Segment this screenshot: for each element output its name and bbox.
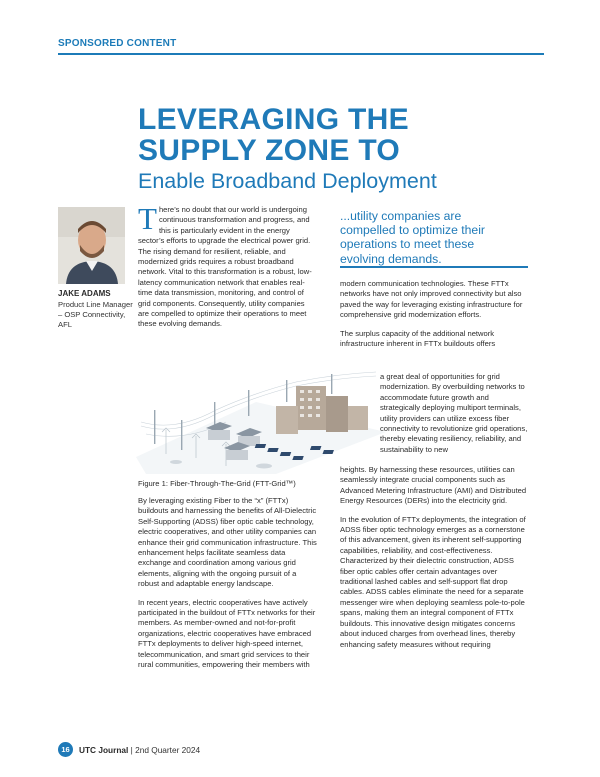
paragraph: modern communication technologies. These FTTx networks have not only improved connectivity but also paved the way for leveraging existing infrastructure for comprehensive grid modernization efforts. — [340, 279, 523, 320]
paragraph: The surplus capacity of the additional network infrastructure inherent in FTTx buildouts offers — [340, 328, 496, 349]
journal-name: UTC Journal — [79, 744, 129, 755]
author-role: Product Line Manager – OSP Connectivity, AFL — [58, 300, 133, 330]
paragraph: By leveraging existing Fiber to the “x” (FTTx) buildouts and harnessing the benefits of All-Dielectric Self-Supporting (ADSS) fiber optic cable technology, electric cooperatives, and other utility companies can enhance their grid communication infrastructure. This enhancement helps facilitate seamless data exchange and coordination among various grid elements, aligning with the ongoing pursuit of a robust and adaptable energy landscape. — [138, 496, 317, 589]
section-label: SPONSORED CONTENT — [58, 38, 177, 49]
title-line-2: SUPPLY ZONE TO — [138, 134, 401, 167]
wrapped-paragraph: a great deal of opportunities for grid modernization. By overbuilding networks to accommodate future growth and strategically deploying multiport terminals, utility providers can utilize excess fiber connectivity to revolutionize grid operations, thereby elevating resiliency, reliability, and sustainability to new — [380, 372, 528, 454]
issue-label: 2nd Quarter 2024 — [135, 744, 201, 755]
left-column-bottom — [138, 496, 318, 679]
author-name: JAKE ADAMS — [58, 289, 111, 298]
author-photo — [58, 207, 125, 284]
paragraph: In recent years, electric cooperatives have actively participated in the buildout of FTTx networks for their members. As member-owned and not-for-profit organizations, electric cooperatives have embraced FTTx deployments to deliver high-speed internet, telecommunication, and smart grid services to their rural communities, empowering their members with — [138, 597, 316, 670]
ftt-grid-illustration — [136, 362, 386, 474]
intro-text-start: here’s no doubt that our world is undergoing continuous transformation and progress, and this is particularly evident in — [158, 205, 310, 235]
article-title — [138, 104, 558, 194]
page-number: 16 — [58, 742, 73, 757]
right-column-bottom — [340, 465, 530, 658]
page-footer — [58, 742, 200, 757]
right-column-top — [340, 279, 530, 349]
title-line-1: LEVERAGING THE — [138, 103, 409, 136]
figure-caption: Figure 1: Fiber-Through-The-Grid (FTT-Grid™) — [138, 479, 296, 488]
drop-cap: T — [138, 201, 157, 236]
intro-column — [138, 201, 316, 338]
title-subtitle: Enable Broadband Deployment — [138, 169, 437, 193]
paragraph: In the evolution of FTTx deployments, the integration of ADSS fiber optic technology emerges as a cornerstone of this advancement, given its inherent self-supporting capabilities, reliability, and cost-effectiveness. Characterized by their dielectric construction, ADSS fiber optic cables offer certain advantages over traditional lashed cables and self-support flat drop cables. ADSS cables eliminate the need for a separate messenger wire when deploying seamless pole-to-pole spans, making them an integral component of FTTx buildouts. This innovative design mitigates concerns about induced charges from overhead lines, thereby enhancing safety measures without requiring — [340, 514, 526, 649]
footer-separator: | — [128, 744, 136, 755]
pull-quote: ...utility companies are compelled to optimize their operations to meet these evolving demands. — [340, 209, 485, 266]
intro-text-rest: the energy sector’s efforts to upgrade the electrical power grid. The rising demand for resilient, reliable, and modernized grids requires a robust broadband network. Vital to this transformation is a robust, low-latency communication network that enables real-time data transmission, monitoring, and control of grid components. Consequently, utility companies are compelled to optimize their operations to meet these evolving demands. — [138, 225, 312, 329]
pull-quote-rule — [340, 266, 528, 268]
paragraph: heights. By harnessing these resources, utilities can seamlessly integrate crucial components such as Advanced Metering Infrastructure (AMI) and Distributed Energy Resources (DERs) into the electricity grid. — [340, 465, 527, 506]
header-rule — [58, 53, 544, 55]
